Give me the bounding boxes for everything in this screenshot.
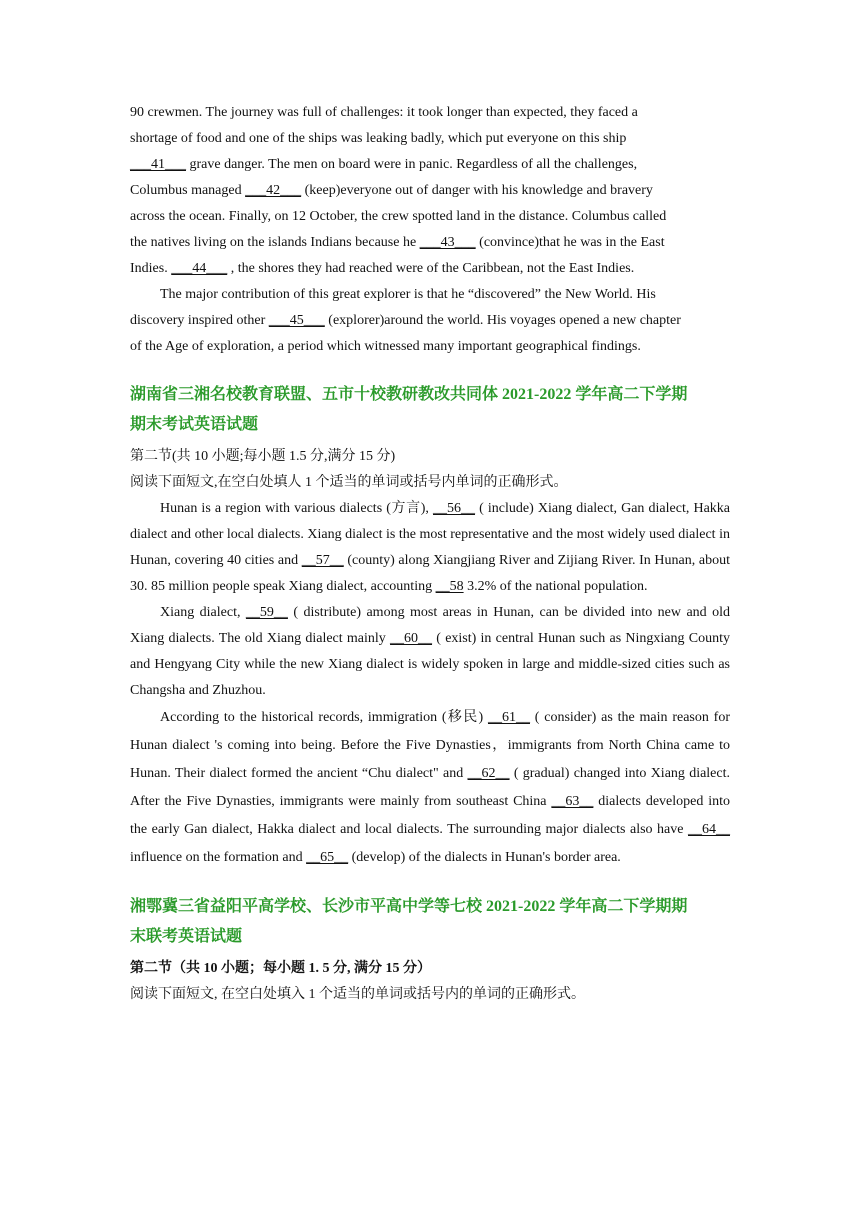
text-run: 3.2% of the national population. — [463, 579, 648, 594]
blank-63: __63__ — [551, 794, 594, 809]
section-instructions-points: 第二节(共 10 小题;每小题 1.5 分,满分 15 分) — [130, 449, 396, 464]
blank-45: ___45___ — [268, 313, 325, 328]
section-title-line: 末联考英语试题 — [130, 928, 243, 945]
section-title-line: 湖南省三湘名校教育联盟、五市十校教研教改共同体 2021-2022 学年高二下学期 — [130, 386, 688, 403]
passage-columbus — [130, 100, 730, 360]
blank-42: ___42___ — [245, 183, 302, 198]
blank-57: __57__ — [301, 553, 344, 568]
blank-58: __58 — [435, 579, 464, 594]
paragraph-columbus-1 — [130, 100, 730, 282]
text-line: (convince)that he was in the East — [475, 235, 665, 250]
text-run: (develop) of the dialects in Hunan's border area. — [348, 850, 621, 865]
text-run: Xiang dialect, — [160, 605, 246, 620]
text-run: ( distribute) among most areas in Hunan, can be divided into new and old Xiang dialects. The old Xiang dialect mainly — [130, 605, 730, 646]
text-line: (keep)everyone out of danger with his knowledge and bravery — [301, 183, 653, 198]
blank-65: __65__ — [306, 850, 349, 865]
paragraph-hunan-3 — [130, 704, 730, 872]
blank-56: __56__ — [433, 501, 476, 516]
text-run: According to the historical records, immigration (移民) — [160, 710, 488, 725]
text-line: across the ocean. Finally, on 12 October, the crew spotted land in the distance. Columbus called — [130, 209, 667, 224]
blank-61: __61__ — [487, 710, 530, 725]
section-instructions-task: 阅读下面短文,在空白处填人 1 个适当的单词或括号内单词的正确形式。 — [130, 475, 568, 490]
text-run: dialects developed into the early Gan dialect, Hakka dialect and local dialects. The surrounding major dialects also have — [130, 794, 730, 837]
text-line: The major contribution of this great explorer is that he “discovered” the New World. His — [160, 287, 656, 302]
text-line: Indies. — [130, 261, 172, 276]
section-xiang-e-ji — [130, 892, 730, 1008]
blank-60: __60__ — [390, 631, 433, 646]
text-run: ( exist) in central Hunan such as Ningxiang County and Hengyang City while the new Xiang dialect is widely spoken in large and middle-sized cities such as Changsha and Zhuzhou. — [130, 631, 730, 698]
text-run: (county) along Xiangjiang River and Zijiang River. In Hunan, about 30. 85 million people speak Xiang dialect, accounting — [130, 553, 730, 594]
text-line: grave danger. The men on board were in panic. Regardless of all the challenges, — [186, 157, 638, 172]
text-line: , the shores they had reached were of the Caribbean, not the East Indies. — [227, 261, 635, 276]
text-run: influence on the formation and — [130, 850, 307, 865]
section-instructions-points: 第二节（共 10 小题；每小题 1. 5 分, 满分 15 分） — [130, 961, 431, 976]
text-run: ( consider) as the main reason for Hunan dialect 's coming into being. Before the Five Dynasties，immigrants from North China came to Hunan. Their dialect formed the ancient “Chu dialect" and — [130, 710, 730, 781]
text-run: ( include) Xiang dialect, Gan dialect, Hakka dialect and other local dialects. Xiang dialect is the most representative and the most widely used dialect in Hunan, covering 40 cities and — [130, 501, 730, 568]
text-line: the natives living on the islands Indians because he — [130, 235, 420, 250]
blank-64: __64__ — [688, 822, 730, 837]
text-line: shortage of food and one of the ships was leaking badly, which put everyone on this ship — [130, 131, 627, 146]
section-title-line: 湘鄂冀三省益阳平高学校、长沙市平高中学等七校 2021-2022 学年高二下学期期 — [130, 898, 688, 915]
paragraph-columbus-2 — [130, 282, 730, 360]
section-instructions-task: 阅读下面短文, 在空白处填入 1 个适当的单词或括号内的单词的正确形式。 — [130, 987, 585, 1002]
section-title-line: 期末考试英语试题 — [130, 416, 259, 433]
blank-44: ___44___ — [171, 261, 228, 276]
text-run: Hunan is a region with various dialects (方言), — [160, 501, 434, 516]
text-run: ( gradual) changed into Xiang dialect. After the Five Dynasties, immigrants were mainly from southeast China — [130, 766, 730, 809]
paragraph-hunan-2 — [130, 600, 730, 704]
blank-62: __62__ — [467, 766, 510, 781]
blank-41: ___41___ — [130, 157, 186, 172]
text-line: Columbus managed — [130, 183, 246, 198]
section-title — [130, 892, 730, 952]
paragraph-hunan-1 — [130, 496, 730, 600]
blank-43: ___43___ — [419, 235, 476, 250]
text-line: of the Age of exploration, a period which witnessed many important geographical findings. — [130, 339, 641, 354]
text-line: 90 crewmen. The journey was full of challenges: it took longer than expected, they faced a — [130, 105, 638, 120]
text-line: (explorer)around the world. His voyages opened a new chapter — [324, 313, 681, 328]
document-page — [130, 100, 730, 1008]
section-title — [130, 380, 730, 440]
text-line: discovery inspired other — [130, 313, 269, 328]
blank-59: __59__ — [245, 605, 288, 620]
section-hunan — [130, 380, 730, 872]
